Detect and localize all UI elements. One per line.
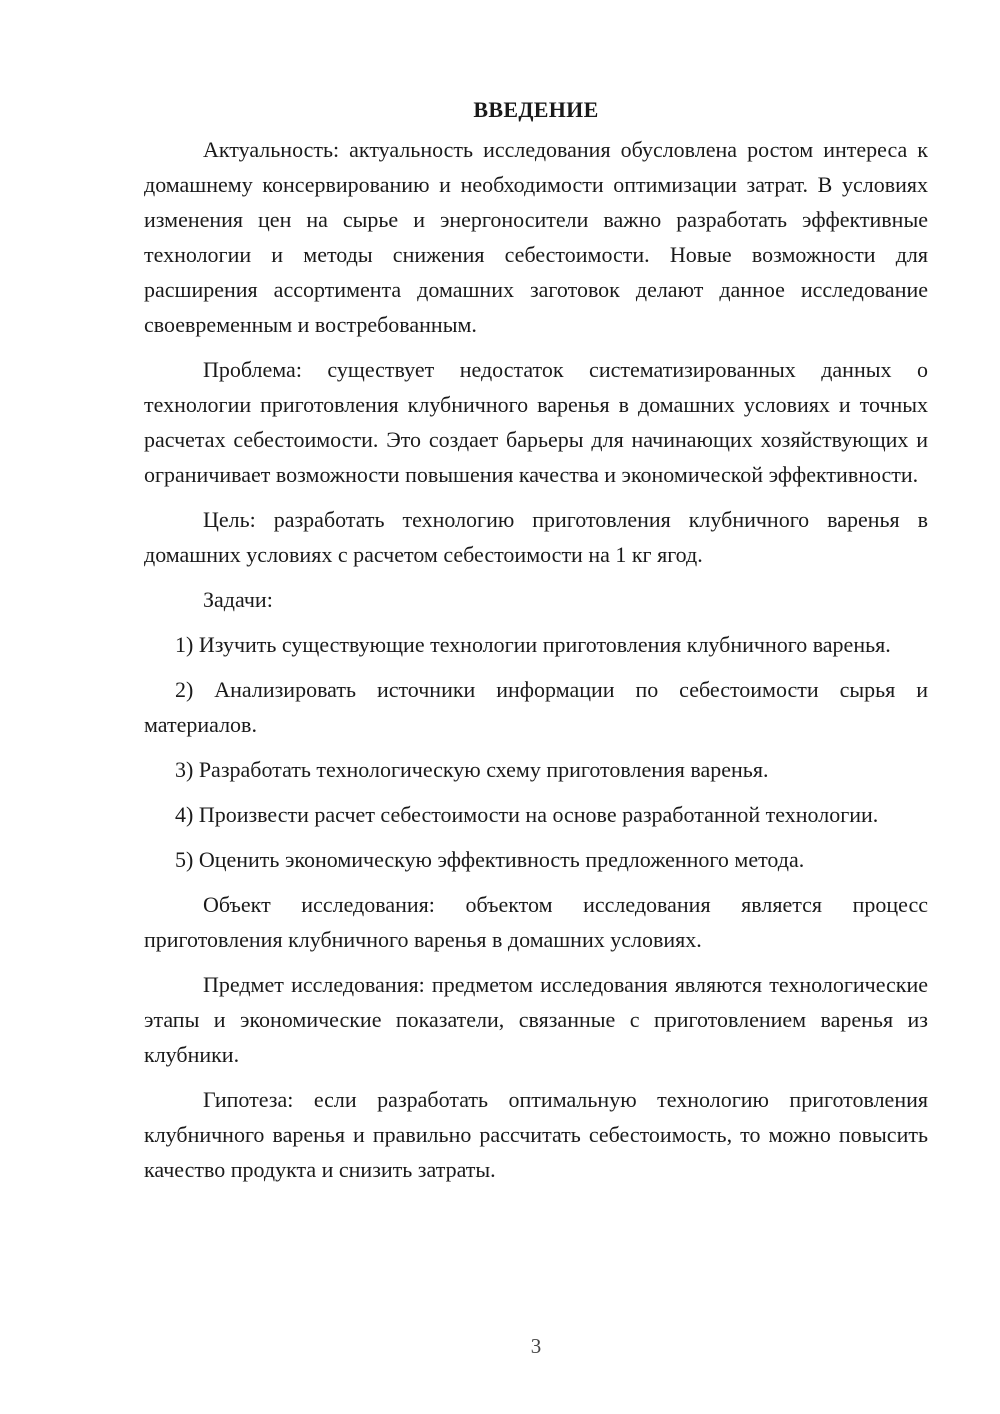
paragraph-hypothesis: Гипотеза: если разработать оптимальную технологию приготовления клубничного варенья и правильно рассчитать себестоимость, то можно повысить качество продукта и снизить затраты. — [144, 1087, 928, 1182]
paragraph-problem: Проблема: существует недостаток систематизированных данных о технологии приготовления клубничного варенья в домашних условиях и точных расчетах себестоимости. Это создает барьеры для начинающих хозяйствующих и ограничивает возможности повышения качества и экономической эффективности. — [144, 357, 928, 487]
task-item-5: 5) Оценить экономическую эффективность предложенного метода. — [175, 847, 805, 872]
task-item-3: 3) Разработать технологическую схему приготовления варенья. — [175, 757, 769, 782]
paragraph-relevance: Актуальность: актуальность исследования обусловлена ростом интереса к домашнему консервированию и необходимости оптимизации затрат. В условиях изменения цен на сырье и энергоносители важно разработать эффективные технологии и методы снижения себестоимости. Новые возможности для расширения ассортимента домашних заготовок делают данное исследование своевременным и востребованным. — [144, 137, 928, 337]
task-item-1: 1) Изучить существующие технологии приготовления клубничного варенья. — [175, 632, 891, 657]
paragraph-tasks-heading: Задачи: — [203, 587, 273, 612]
paragraph-object: Объект исследования: объектом исследования является процесс приготовления клубничного варенья в домашних условиях. — [144, 892, 928, 952]
document-page — [144, 92, 928, 1197]
section-title: ВВЕДЕНИЕ — [473, 97, 599, 122]
paragraph-goal: Цель: разработать технологию приготовления клубничного варенья в домашних условиях с расчетом себестоимости на 1 кг ягод. — [144, 507, 928, 567]
page-number: 3 — [530, 1334, 542, 1358]
paragraph-subject: Предмет исследования: предметом исследования являются технологические этапы и экономические показатели, связанные с приготовлением варенья из клубники. — [144, 972, 928, 1067]
task-item-2: 2) Анализировать источники информации по себестоимости сырья и материалов. — [144, 677, 928, 737]
task-item-4: 4) Произвести расчет себестоимости на основе разработанной технологии. — [175, 802, 879, 827]
